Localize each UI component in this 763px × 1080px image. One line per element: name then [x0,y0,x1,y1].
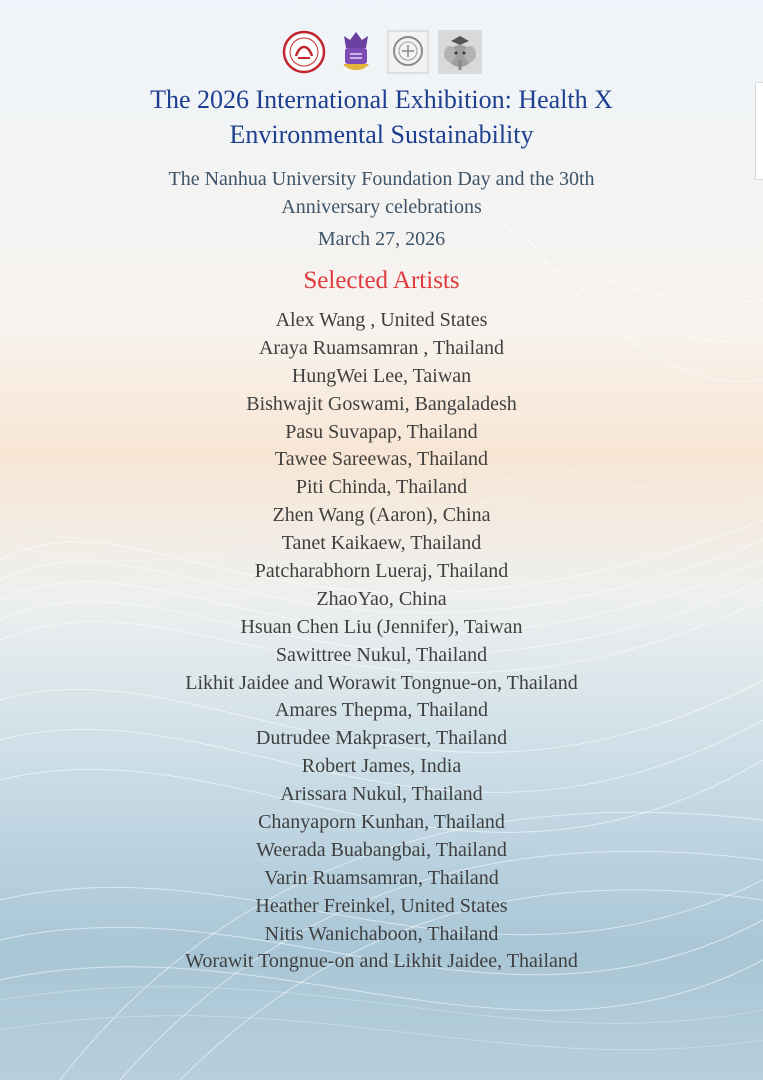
nanhua-university-seal-icon [282,30,326,74]
thai-university-crest-icon [334,30,378,74]
artist-entry: Amares Thepma, Thailand [274,699,489,722]
exhibition-title [0,82,763,152]
artist-entry: Piti Chinda, Thailand [295,476,468,499]
logo-row [0,30,763,74]
artist-entry: Weerada Buabangbai, Thailand [256,838,507,861]
artist-entry: Likhit Jaidee and Worawit Tongnue-on, Thailand [185,671,578,694]
artist-entry: Zhen Wang (Aaron), China [272,504,491,527]
artist-entry: Araya Ruamsamran , Thailand [258,336,505,359]
subtitle-line: The Nanhua University Foundation Day and the 30th [168,168,595,190]
artist-entry: Chanyaporn Kunhan, Thailand [258,811,505,834]
artist-entry: Dutrudee Makprasert, Thailand [255,727,508,750]
section-heading: Selected Artists [303,267,460,294]
artist-entry: Worawit Tongnue-on and Likhit Jaidee, Thailand [185,950,578,973]
event-subtitle [0,165,763,221]
subtitle-line: Anniversary celebrations [281,196,482,218]
artist-entry: Hsuan Chen Liu (Jennifer), Taiwan [240,615,523,638]
elephant-graduate-icon [438,30,482,74]
artist-entry: Tanet Kaikaew, Thailand [281,532,482,555]
artist-entry: Alex Wang , United States [275,309,488,331]
title-line: The 2026 International Exhibition: Health X [150,85,613,114]
artist-entry: Robert James, India [301,755,462,778]
artist-entry: Pasu Suvapap, Thailand [285,420,478,443]
artist-entry: Sawittree Nukul, Thailand [275,643,488,666]
artist-entry: Arissara Nukul, Thailand [280,783,483,806]
artist-entry: Bishwajit Goswami, Bangaladesh [246,392,517,415]
artist-list [0,307,763,976]
emblem-seal-icon [386,30,430,74]
artist-entry: Nitis Wanichaboon, Thailand [264,922,499,945]
event-date: March 27, 2026 [317,228,446,250]
title-line: Environmental Sustainability [229,120,534,149]
artist-entry: Tawee Sareewas, Thailand [274,448,489,471]
artist-entry: Heather Freinkel, United States [255,894,508,917]
artist-entry: HungWei Lee, Taiwan [291,364,472,387]
artist-entry: ZhaoYao, China [316,587,447,610]
artist-entry: Varin Ruamsamran, Thailand [264,866,499,889]
artist-entry: Patcharabhorn Lueraj, Thailand [254,560,509,583]
